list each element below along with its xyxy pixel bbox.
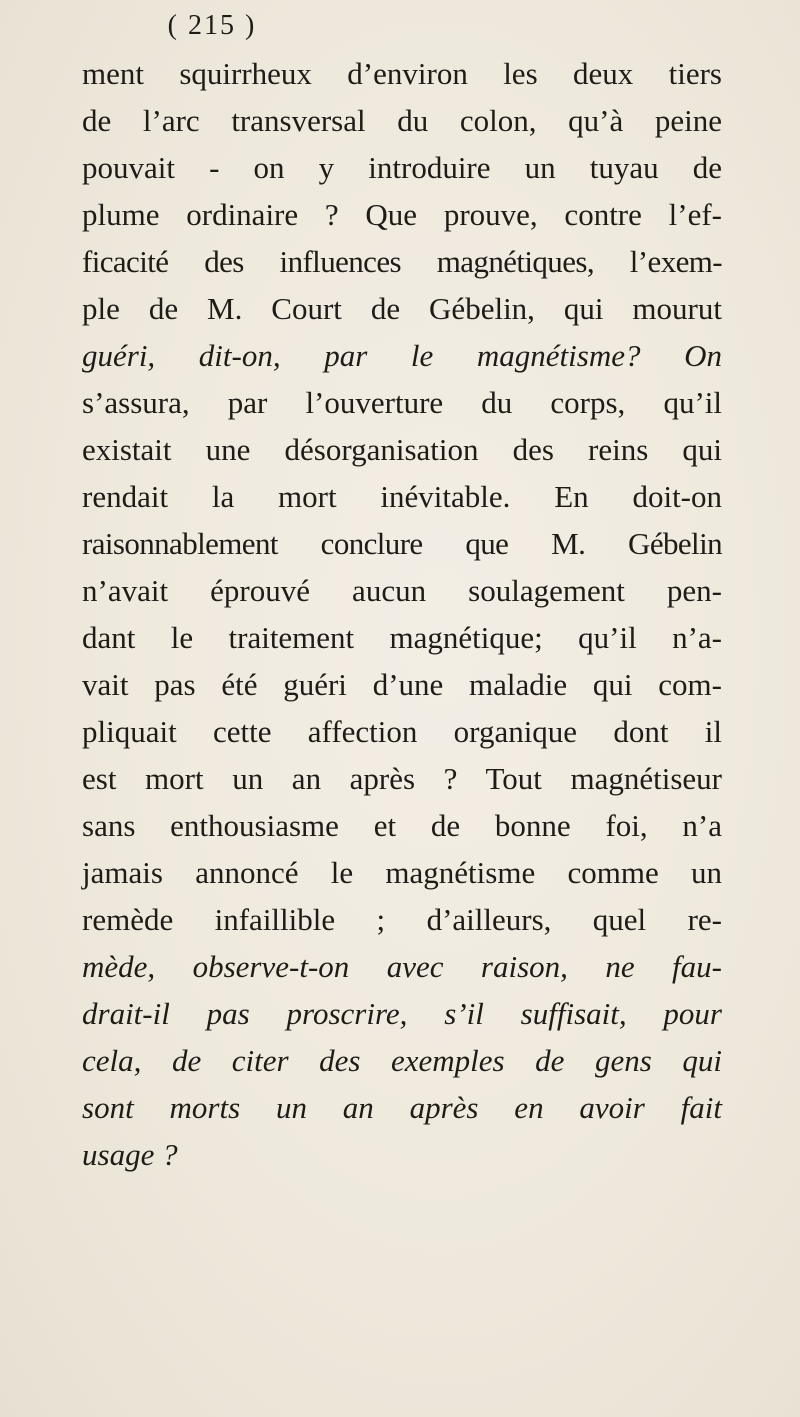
text-line: dant le traitement magnétique; qu’il n’a- — [82, 620, 722, 655]
text-line: rendait la mort inévitable. En doit-on — [82, 479, 722, 514]
text-line: vait pas été guéri d’une maladie qui com- — [82, 667, 722, 702]
page-number: ( 215 ) — [167, 10, 257, 41]
italic-line: sont morts un an après en avoir fait — [82, 1090, 722, 1125]
text-line: pouvait - on y introduire un tuyau de — [82, 150, 722, 185]
text-line-with-italic — [82, 332, 722, 379]
body-text — [82, 50, 722, 1178]
text-line: ment squirrheux d’environ les deux tiers — [82, 56, 722, 91]
italic-line: usage ? — [82, 1137, 178, 1172]
text-line: est mort un an après ? Tout magnétiseur — [82, 761, 722, 796]
text-line: ficacité des influences magnétiques, l’exem- — [82, 244, 722, 279]
text-line: existait une désorganisation des reins qui — [82, 432, 722, 467]
italic-line: drait-il pas proscrire, s’il suffisait, pour — [82, 996, 722, 1031]
text-line: raisonnablement conclure que M. Gébelin — [82, 526, 722, 561]
text-line: plume ordinaire ? Que prouve, contre l’ef- — [82, 197, 722, 232]
text-line: s’assura, par l’ouverture du corps, qu’il — [82, 385, 722, 420]
italic-line: mède, observe-t-on avec raison, ne fau- — [82, 949, 722, 984]
text-line: sans enthousiasme et de bonne foi, n’a — [82, 808, 722, 843]
text-line: de l’arc transversal du colon, qu’à peine — [82, 103, 722, 138]
text-line: jamais annoncé le magnétisme comme un — [82, 855, 722, 890]
italic-line: cela, de citer des exemples de gens qui — [82, 1043, 722, 1078]
text-line: pliquait cette affection organique dont il — [82, 714, 722, 749]
text-line: n’avait éprouvé aucun soulagement pen- — [82, 573, 722, 608]
text-line: ple de M. Court de Gébelin, qui mourut — [82, 291, 722, 326]
italic-word: guéri, dit-on, par le magnétisme? On — [82, 338, 722, 373]
text-line: remède infaillible ; d’ailleurs, quel re- — [82, 902, 722, 937]
